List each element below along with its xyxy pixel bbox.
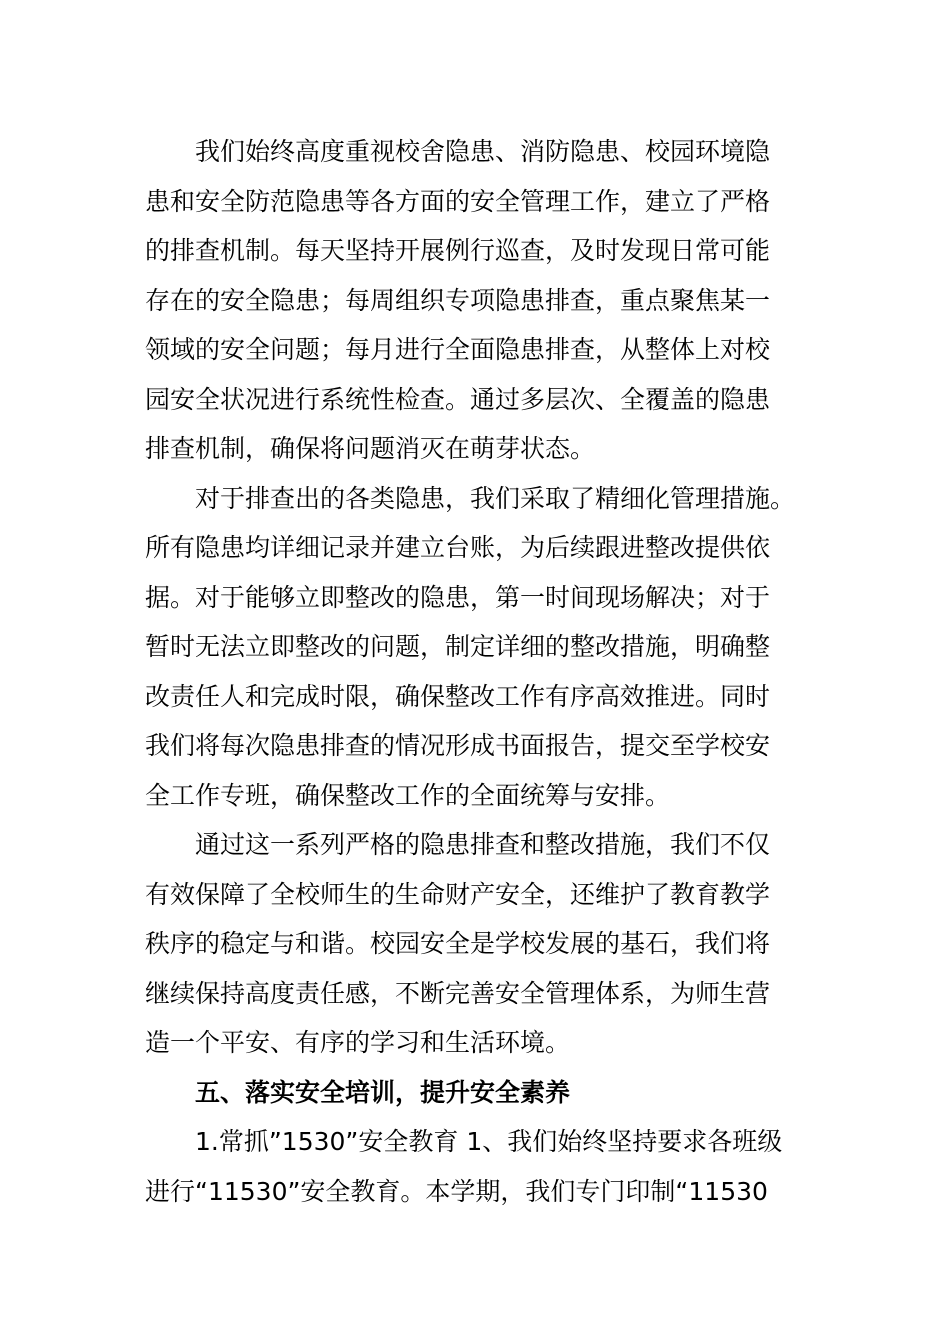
paragraph-3-line-1: 通过这一系列严格的隐患排查和整改措施，我们不仅 xyxy=(195,830,771,859)
paragraph-2-line-6: 我们将每次隐患排查的情况形成书面报告，提交至学校安 xyxy=(145,731,771,760)
paragraph-2-line-4: 暂时无法立即整改的问题，制定详细的整改措施，明确整 xyxy=(145,632,771,661)
paragraph-1-line-6: 园安全状况进行系统性检查。通过多层次、全覆盖的隐患 xyxy=(145,385,771,414)
paragraph-3-line-5: 造一个平安、有序的学习和生活环境。 xyxy=(145,1028,571,1057)
paragraph-2-line-5: 改责任人和完成时限，确保整改工作有序高效推进。同时 xyxy=(145,682,771,711)
paragraph-2-line-2: 所有隐患均详细记录并建立台账，为后续跟进整改提供依 xyxy=(145,533,771,562)
paragraph-4-line-2: 进行“11530”安全教育。本学期，我们专门印制“11530 xyxy=(145,1177,768,1206)
paragraph-3-line-4: 继续保持高度责任感，不断完善安全管理体系，为师生营 xyxy=(145,979,771,1008)
paragraph-1-line-1: 我们始终高度重视校舍隐患、消防隐患、校园环境隐 xyxy=(195,137,771,166)
paragraph-3-line-2: 有效保障了全校师生的生命财产安全，还维护了教育教学 xyxy=(145,880,771,909)
paragraph-2-line-1: 对于排查出的各类隐患，我们采取了精细化管理措施。 xyxy=(195,484,796,513)
paragraph-2-line-7: 全工作专班，确保整改工作的全面统筹与安排。 xyxy=(145,781,671,810)
paragraph-3-line-3: 秩序的稳定与和谐。校园安全是学校发展的基石，我们将 xyxy=(145,929,771,958)
paragraph-1-line-7: 排查机制，确保将问题消灭在萌芽状态。 xyxy=(145,434,596,463)
section-heading: 五、落实安全培训，提升安全素养 xyxy=(195,1078,571,1107)
paragraph-1-line-4: 存在的安全隐患；每周组织专项隐患排查，重点聚焦某一 xyxy=(145,286,771,315)
paragraph-1-line-3: 的排查机制。每天坚持开展例行巡查，及时发现日常可能 xyxy=(145,236,771,265)
paragraph-1-line-5: 领域的安全问题；每月进行全面隐患排查，从整体上对校 xyxy=(145,335,771,364)
paragraph-2-line-3: 据。对于能够立即整改的隐患，第一时间现场解决；对于 xyxy=(145,583,771,612)
paragraph-4-line-1: 1.常抓”1530”安全教育 1、我们始终坚持要求各班级 xyxy=(195,1127,783,1156)
paragraph-1-line-2: 患和安全防范隐患等各方面的安全管理工作，建立了严格 xyxy=(145,187,771,216)
